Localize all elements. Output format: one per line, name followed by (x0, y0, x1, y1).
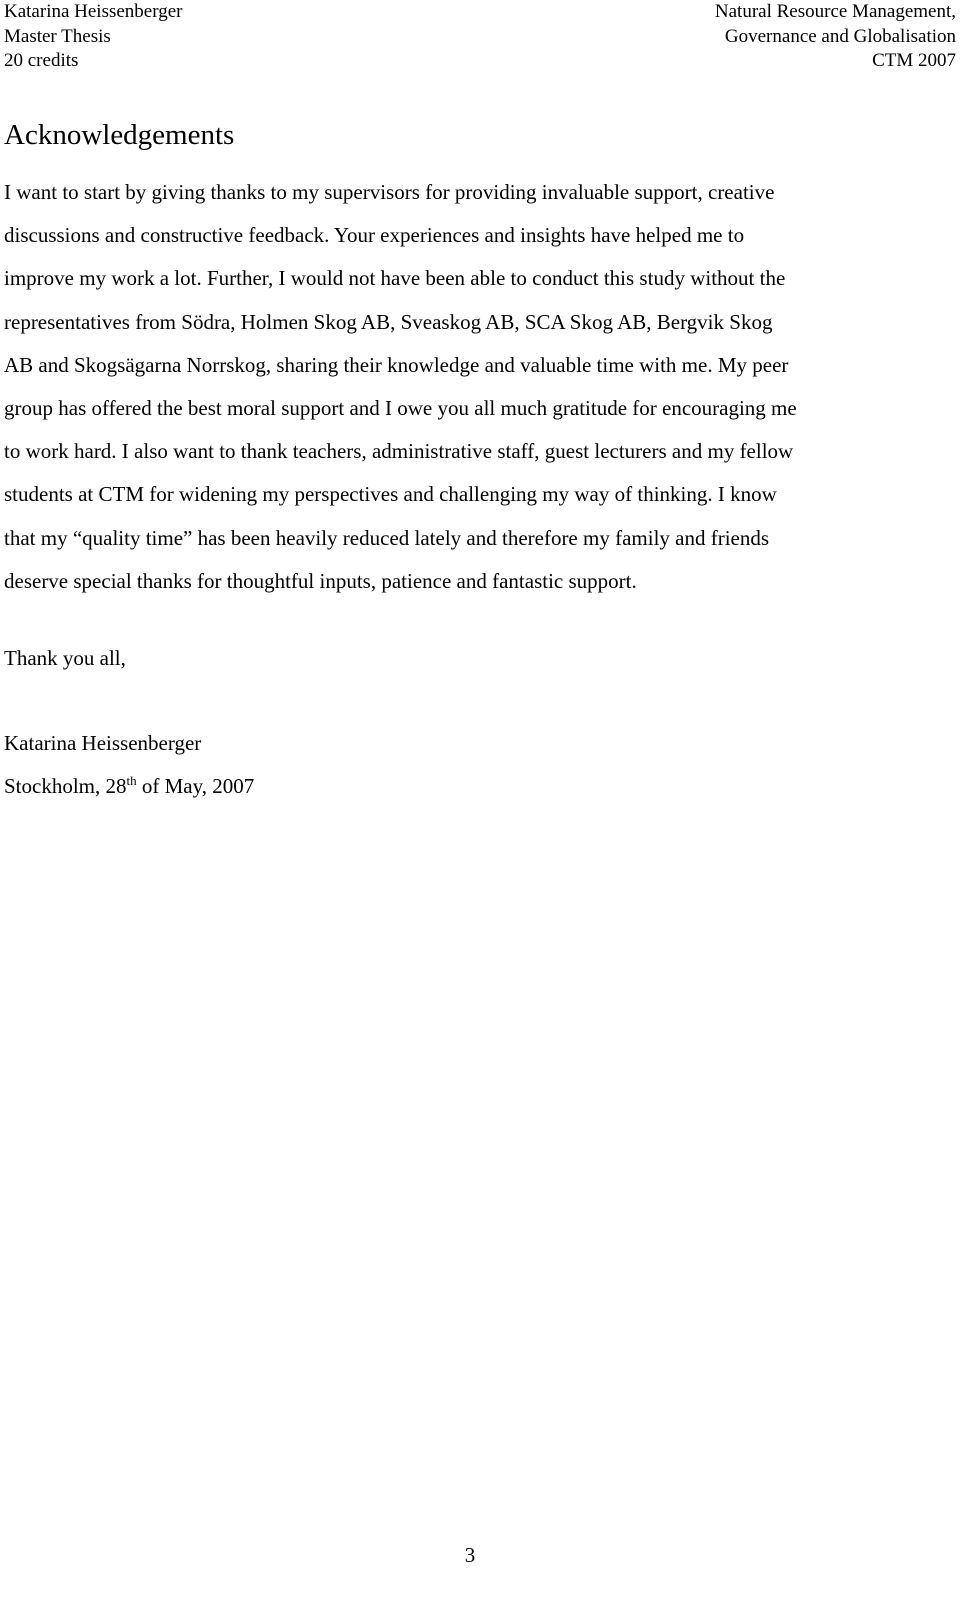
paragraph-line: I want to start by giving thanks to my supervisors for providing invaluable support, creative (4, 180, 775, 204)
closing-line: Thank you all, (4, 646, 126, 670)
paragraph-line: deserve special thanks for thoughtful inputs, patience and fantastic support. (4, 568, 637, 593)
paragraph-line: discussions and constructive feedback. Your experiences and insights have helped me to (4, 223, 745, 248)
paragraph-line: to work hard. I also want to thank teachers, administrative staff, guest lecturers and my fellow (4, 439, 794, 464)
signature-name: Katarina Heissenberger (4, 731, 202, 755)
page-title: Acknowledgements (4, 119, 235, 151)
acknowledgements-paragraph (4, 171, 944, 603)
paragraph-line: AB and Skogsägarna Norrskog, sharing their knowledge and valuable time with me. My peer (4, 352, 789, 377)
paragraph-line: improve my work a lot. Further, I would not have been able to conduct this study without the (4, 266, 786, 291)
paragraph-line: students at CTM for widening my perspectives and challenging my way of thinking. I know (4, 482, 777, 507)
paragraph-line: representatives from Södra, Holmen Skog AB, Sveaskog AB, SCA Skog AB, Bergvik Skog (4, 309, 773, 334)
program-name-line-2: Governance and Globalisation (724, 25, 956, 47)
program-name-line-1: Natural Resource Management, (714, 1, 956, 22)
author-name: Katarina Heissenberger (4, 1, 183, 22)
paragraph-line: group has offered the best moral support and I owe you all much gratitude for encouraging me (4, 396, 797, 421)
document-type: Master Thesis (4, 25, 111, 47)
paragraph-line: that my “quality time” has been heavily reduced lately and therefore my family and friends (4, 525, 770, 550)
date-superscript: th (126, 773, 137, 788)
header-right (715, 0, 956, 74)
date-suffix: of May, 2007 (136, 774, 255, 798)
header-left (4, 0, 183, 74)
date-prefix: Stockholm, 28 (4, 774, 127, 798)
page-number: 3 (464, 1543, 476, 1567)
credits: 20 credits (4, 50, 79, 71)
signature-date (4, 765, 254, 808)
program-year: CTM 2007 (872, 50, 956, 71)
